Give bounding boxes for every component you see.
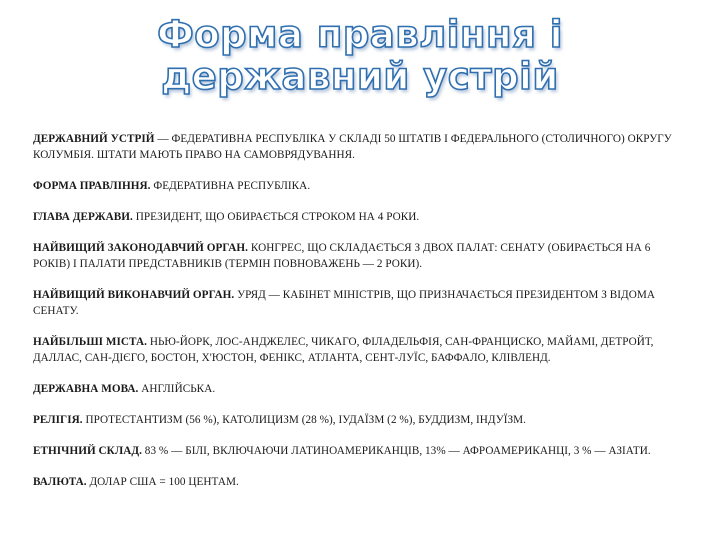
paragraph-text: ФЕДЕРАТИВНА РЕСПУБЛІКА. (150, 180, 311, 192)
paragraph-text: АНГЛІЙСЬКА. (138, 383, 216, 395)
paragraph-form-of-government (33, 178, 683, 194)
paragraph-label: НАЙВИЩИЙ ВИКОНАВЧИЙ ОРГАН. (33, 289, 235, 301)
paragraph-text: НЬЮ-ЙОРК, ЛОС-АНДЖЕЛЕС, ЧИКАГО, ФІЛАДЕЛЬФІЯ, САН-ФРАНЦИСКО, МАЙАМІ, ДЕТРОЙТ, ДАЛЛАС, САН-ДІЄГО, БОСТОН, Х'ЮСТОН, ФЕНІКС, АТЛАНТА, СЕНТ-ЛУЇС, БАФФАЛО, КЛІВЛЕНД. (33, 336, 654, 364)
paragraph-text: ПРЕЗИДЕНТ, ЩО ОБИРАЄТЬСЯ СТРОКОМ НА 4 РОКИ. (132, 211, 420, 223)
slide-title (0, 14, 720, 98)
slide-body (33, 131, 683, 505)
paragraph-executive-body (33, 287, 683, 319)
paragraph-text: ПРОТЕСТАНТИЗМ (56 %), КАТОЛИЦИЗМ (28 %), ІУДАЇЗМ (2 %), БУДДИЗМ, ІНДУЇЗМ. (82, 414, 526, 426)
paragraph-label: ФОРМА ПРАВЛІННЯ. (33, 180, 151, 192)
paragraph-text: КОНГРЕС, ЩО СКЛАДАЄТЬСЯ З ДВОХ ПАЛАТ: СЕНАТУ (ОБИРАЄТЬСЯ НА 6 РОКІВ) І ПАЛАТИ ПРЕДСТАВНИКІВ (ТЕРМІН ПОВНОВАЖЕНЬ — 2 РОКИ). (33, 242, 651, 270)
paragraph-label: ЕТНІЧНИЙ СКЛАД. (33, 445, 142, 457)
paragraph-state-structure (33, 131, 683, 163)
paragraph-text: УРЯД — КАБІНЕТ МІНІСТРІВ, ЩО ПРИЗНАЧАЄТЬСЯ ПРЕЗИДЕНТОМ З ВІДОМА СЕНАТУ. (33, 289, 655, 317)
paragraph-label: НАЙВИЩИЙ ЗАКОНОДАВЧИЙ ОРГАН. (33, 242, 249, 254)
paragraph-text: — ФЕДЕРАТИВНА РЕСПУБЛІКА У СКЛАДІ 50 ШТАТІВ І ФЕДЕРАЛЬНОГО (СТОЛИЧНОГО) ОКРУГУ КОЛУМБІЯ. ШТАТИ МАЮТЬ ПРАВО НА САМОВРЯДУВАННЯ. (33, 133, 672, 161)
paragraph-label: ГЛАВА ДЕРЖАВИ. (33, 211, 133, 223)
title-line-2: державний устрій (161, 55, 559, 98)
paragraph-label: ВАЛЮТА. (33, 476, 87, 488)
paragraph-head-of-state (33, 209, 683, 225)
paragraph-religion (33, 412, 683, 428)
paragraph-largest-cities (33, 334, 683, 366)
paragraph-text: ДОЛАР США = 100 ЦЕНТАМ. (86, 476, 239, 488)
title-line-1: Форма правління і (157, 13, 563, 56)
paragraph-legislative-body (33, 240, 683, 272)
paragraph-label: ДЕРЖАВНА МОВА. (33, 383, 139, 395)
paragraph-state-language (33, 381, 683, 397)
paragraph-label: РЕЛІГІЯ. (33, 414, 83, 426)
paragraph-text: 83 % — БІЛІ, ВКЛЮЧАЮЧИ ЛАТИНОАМЕРИКАНЦІВ, 13% — АФРОАМЕРИКАНЦІ, 3 % — АЗІАТИ. (141, 445, 651, 457)
paragraph-label: НАЙБІЛЬШІ МІСТА. (33, 336, 147, 348)
paragraph-label: ДЕРЖАВНИЙ УСТРІЙ (33, 133, 155, 145)
paragraph-ethnic-composition (33, 443, 683, 459)
paragraph-currency (33, 474, 683, 490)
